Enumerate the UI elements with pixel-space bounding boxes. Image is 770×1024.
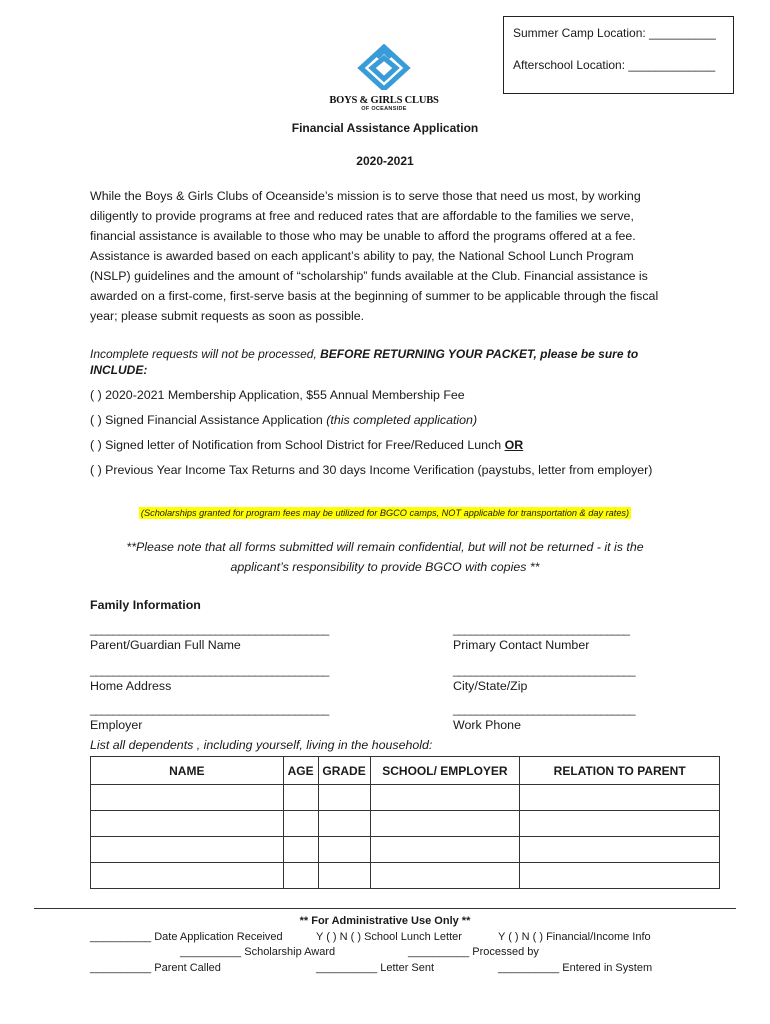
intro-line: year; please submit requests as soon as possible. <box>90 309 365 323</box>
table-cell[interactable] <box>91 785 284 811</box>
table-cell[interactable] <box>370 837 520 863</box>
work-phone-label: Work Phone <box>453 718 521 732</box>
table-cell[interactable] <box>283 785 318 811</box>
intro-line: awarded on a first-come, first-serve basis at the beginning of summer to be applicable through the fiscal <box>90 289 659 303</box>
home-address-input[interactable]: __________________________________________ <box>90 663 329 677</box>
table-cell[interactable] <box>91 811 284 837</box>
intro-line: financial assistance is available to those who may be unable to afford the programs offered at a fee. <box>90 229 636 243</box>
header-age: AGE <box>283 757 318 785</box>
table-row <box>91 837 720 863</box>
checklist-item[interactable] <box>90 438 523 452</box>
table-cell[interactable] <box>283 811 318 837</box>
summer-camp-location-field[interactable]: Summer Camp Location: __________ <box>513 26 716 40</box>
family-info-heading: Family Information <box>90 598 201 612</box>
intro-line: Assistance is awarded based on each applicant’s ability to pay, the National School Lunch Program <box>90 249 634 263</box>
checklist-item-text: ( ) 2020-2021 Membership Application, $55 Annual Membership Fee <box>90 388 465 402</box>
boys-girls-clubs-logo-icon <box>353 44 415 90</box>
admin-date-received: __________ Date Application Received <box>90 931 283 943</box>
admin-title: ** For Administrative Use Only ** <box>299 915 471 927</box>
admin-processed-by: __________ Processed by <box>408 946 539 958</box>
intro-line: (NSLP) guidelines and the amount of “scholarship” funds available at the Club. Financial assistance is <box>90 269 648 283</box>
admin-parent-called: __________ Parent Called <box>90 962 221 974</box>
admin-scholarship-award: __________ Scholarship Award <box>180 946 336 958</box>
checklist-item[interactable] <box>90 463 652 477</box>
dependents-table <box>90 756 720 889</box>
page-title: Financial Assistance Application <box>291 121 479 135</box>
checklist-item-italic: (this completed application) <box>326 413 478 427</box>
intro-line: While the Boys & Girls Clubs of Oceanside’s mission is to serve those that need us most, by working <box>90 189 641 203</box>
confidential-line: applicant’s responsibility to provide BGCO with copies ** <box>230 560 540 574</box>
employer-label: Employer <box>90 718 143 732</box>
table-cell[interactable] <box>370 863 520 889</box>
city-state-zip-input[interactable]: ________________________________ <box>453 663 635 677</box>
scholarship-note-text: (Scholarships granted for program fees may be utilized for BGCO camps, NOT applicable for transportation & day rates) <box>140 508 630 518</box>
employer-input[interactable]: __________________________________________ <box>90 702 329 716</box>
table-cell[interactable] <box>370 811 520 837</box>
table-cell[interactable] <box>283 837 318 863</box>
scholarship-note <box>0 503 770 521</box>
table-cell[interactable] <box>318 785 370 811</box>
logo <box>322 44 446 118</box>
primary-contact-input[interactable]: _______________________________ <box>453 622 629 636</box>
dependents-label: List all dependents , including yourself, living in the household: <box>90 738 433 752</box>
table-cell[interactable] <box>318 863 370 889</box>
intro-line: diligently to provide programs at free and reduced rates that are affordable to the families we serve, <box>90 209 634 223</box>
requirements-lead-bold-2: INCLUDE: <box>90 363 148 377</box>
table-cell[interactable] <box>91 837 284 863</box>
header-name: NAME <box>91 757 284 785</box>
checklist-item-or: OR <box>504 438 524 452</box>
confidential-line: **Please note that all forms submitted will remain confidential, but will not be returned - it is the <box>126 540 644 554</box>
page-year: 2020-2021 <box>356 154 414 168</box>
requirements-lead <box>90 346 690 378</box>
table-cell[interactable] <box>91 863 284 889</box>
city-state-zip-label: City/State/Zip <box>453 679 528 693</box>
table-row <box>91 785 720 811</box>
admin-entered-in-system: __________ Entered in System <box>498 962 653 974</box>
home-address-label: Home Address <box>90 679 172 693</box>
table-cell[interactable] <box>318 811 370 837</box>
table-header-row <box>91 757 720 785</box>
header-school-employer: SCHOOL/ EMPLOYER <box>370 757 520 785</box>
logo-name: BOYS & GIRLS CLUBS <box>329 95 439 106</box>
guardian-name-label: Parent/Guardian Full Name <box>90 638 241 652</box>
intro-paragraph <box>90 186 690 326</box>
location-box <box>503 16 734 94</box>
guardian-name-input[interactable]: __________________________________________ <box>90 622 329 636</box>
confidential-note <box>0 537 770 577</box>
table-cell[interactable] <box>520 837 720 863</box>
table-cell[interactable] <box>520 863 720 889</box>
table-row <box>91 863 720 889</box>
checklist-item-text: ( ) Previous Year Income Tax Returns and 30 days Income Verification (paystubs, letter from employer) <box>90 463 653 477</box>
admin-letter-sent: __________ Letter Sent <box>316 962 435 974</box>
admin-divider <box>34 908 736 909</box>
requirements-lead-bold: BEFORE RETURNING YOUR PACKET, please be sure to <box>320 347 639 361</box>
primary-contact-label: Primary Contact Number <box>453 638 590 652</box>
header-grade: GRADE <box>318 757 370 785</box>
checklist-item-text: ( ) Signed letter of Notification from School District for Free/Reduced Lunch <box>90 438 505 452</box>
afterschool-location-field[interactable]: Afterschool Location: _____________ <box>513 58 716 72</box>
table-cell[interactable] <box>520 785 720 811</box>
table-cell[interactable] <box>520 811 720 837</box>
requirements-lead-italic: Incomplete requests will not be processed, <box>90 347 321 361</box>
checklist-item[interactable] <box>90 413 477 427</box>
header-relation: RELATION TO PARENT <box>520 757 720 785</box>
checklist-item-text: ( ) Signed Financial Assistance Application <box>90 413 327 427</box>
table-row <box>91 811 720 837</box>
logo-subtitle: OF OCEANSIDE <box>361 106 407 112</box>
table-cell[interactable] <box>283 863 318 889</box>
work-phone-input[interactable]: ________________________________ <box>453 702 635 716</box>
table-cell[interactable] <box>318 837 370 863</box>
table-cell[interactable] <box>370 785 520 811</box>
admin-school-lunch: Y ( ) N ( ) School Lunch Letter <box>316 931 462 943</box>
checklist-item[interactable] <box>90 388 465 402</box>
admin-financial-info: Y ( ) N ( ) Financial/Income Info <box>498 931 651 943</box>
